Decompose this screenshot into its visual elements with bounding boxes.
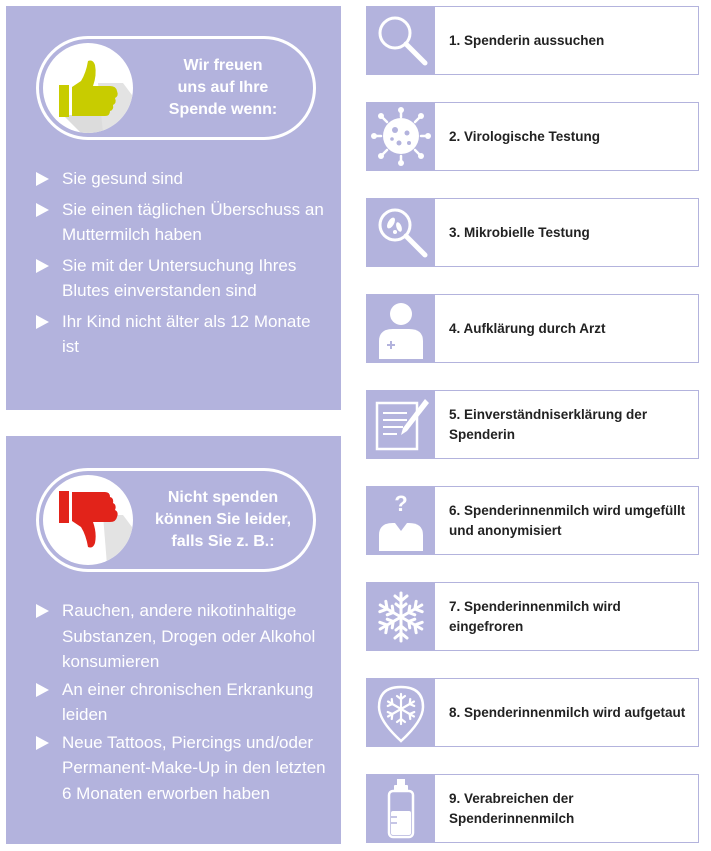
document-pen-icon xyxy=(367,391,435,458)
exclusion-criteria-panel xyxy=(6,436,341,844)
exclusion-heading-pill xyxy=(36,468,316,572)
step-6 xyxy=(366,486,699,555)
step-label: 8. Spenderinnenmilch wird aufgetaut xyxy=(449,704,686,720)
step-label: 7. Spenderinnenmilch wird eingefroren xyxy=(449,598,621,634)
step-7 xyxy=(366,582,699,651)
step-icon-box xyxy=(367,199,435,266)
thumbs-down-badge xyxy=(43,475,133,565)
step-icon-box xyxy=(367,583,435,650)
exclusion-list xyxy=(36,598,331,808)
step-icon-box xyxy=(367,391,435,458)
step-icon-box xyxy=(367,487,435,554)
virus-icon xyxy=(367,103,435,170)
step-icon-box xyxy=(367,775,435,842)
step-5 xyxy=(366,390,699,459)
criteria-heading-pill xyxy=(36,36,316,140)
snowflake-icon xyxy=(367,583,435,650)
step-label: 1. Spenderin aussuchen xyxy=(449,32,605,48)
step-label: 6. Spenderinnenmilch wird umgefüllt und anonymisiert xyxy=(449,502,686,538)
step-label: 3. Mikrobielle Testung xyxy=(449,224,590,240)
triangle-bullet-icon xyxy=(36,203,49,217)
step-icon-box xyxy=(367,103,435,170)
step-3 xyxy=(366,198,699,267)
list-item: Ihr Kind nicht älter als 12 Monate ist xyxy=(36,309,331,359)
triangle-bullet-icon xyxy=(36,683,49,697)
exclusion-heading: Nicht spenden können Sie leider, falls Sie z. B.: xyxy=(154,489,292,550)
microbe-magnifier-icon xyxy=(367,199,435,266)
baby-bottle-icon xyxy=(367,775,435,842)
step-icon-box xyxy=(367,7,435,74)
list-item: Sie gesund sind xyxy=(36,166,331,191)
donation-criteria-panel xyxy=(6,6,341,410)
triangle-bullet-icon xyxy=(36,259,49,273)
triangle-bullet-icon xyxy=(36,315,49,329)
triangle-bullet-icon xyxy=(36,604,49,618)
step-2 xyxy=(366,102,699,171)
step-1 xyxy=(366,6,699,75)
step-4 xyxy=(366,294,699,363)
triangle-bullet-icon xyxy=(36,736,49,750)
list-item: Sie einen täglichen Überschuss an Muttermilch haben xyxy=(36,197,331,247)
thawing-snowflake-icon xyxy=(367,679,435,746)
thumbs-down-icon xyxy=(43,475,133,565)
anonymous-person-icon xyxy=(367,487,435,554)
step-label: 9. Verabreichen der Spenderinnenmilch xyxy=(449,790,575,826)
list-item: Rauchen, andere nikotinhaltige Substanzen, Drogen oder Alkohol konsumieren xyxy=(36,598,331,675)
triangle-bullet-icon xyxy=(36,172,49,186)
magnifier-icon xyxy=(367,7,435,74)
doctor-icon xyxy=(367,295,435,362)
list-item: Sie mit der Untersuchung Ihres Blutes einverstanden sind xyxy=(36,253,331,303)
step-9 xyxy=(366,774,699,843)
thumbs-up-badge xyxy=(43,43,133,133)
criteria-heading: Wir freuen uns auf Ihre Spende wenn: xyxy=(168,57,278,118)
svg-text:?: ? xyxy=(394,491,408,516)
step-icon-box xyxy=(367,679,435,746)
step-label: 5. Einverständniserklärung der Spenderin xyxy=(449,406,648,442)
step-label: 4. Aufklärung durch Arzt xyxy=(449,320,606,336)
step-icon-box xyxy=(367,295,435,362)
step-label: 2. Virologische Testung xyxy=(449,128,601,144)
criteria-list xyxy=(36,166,331,365)
step-8 xyxy=(366,678,699,747)
list-item: An einer chronischen Erkrankung leiden xyxy=(36,677,331,728)
thumbs-up-icon xyxy=(43,43,133,133)
list-item: Neue Tattoos, Piercings und/oder Permanent-Make-Up in den letzten 6 Monaten erworben haben xyxy=(36,730,331,807)
